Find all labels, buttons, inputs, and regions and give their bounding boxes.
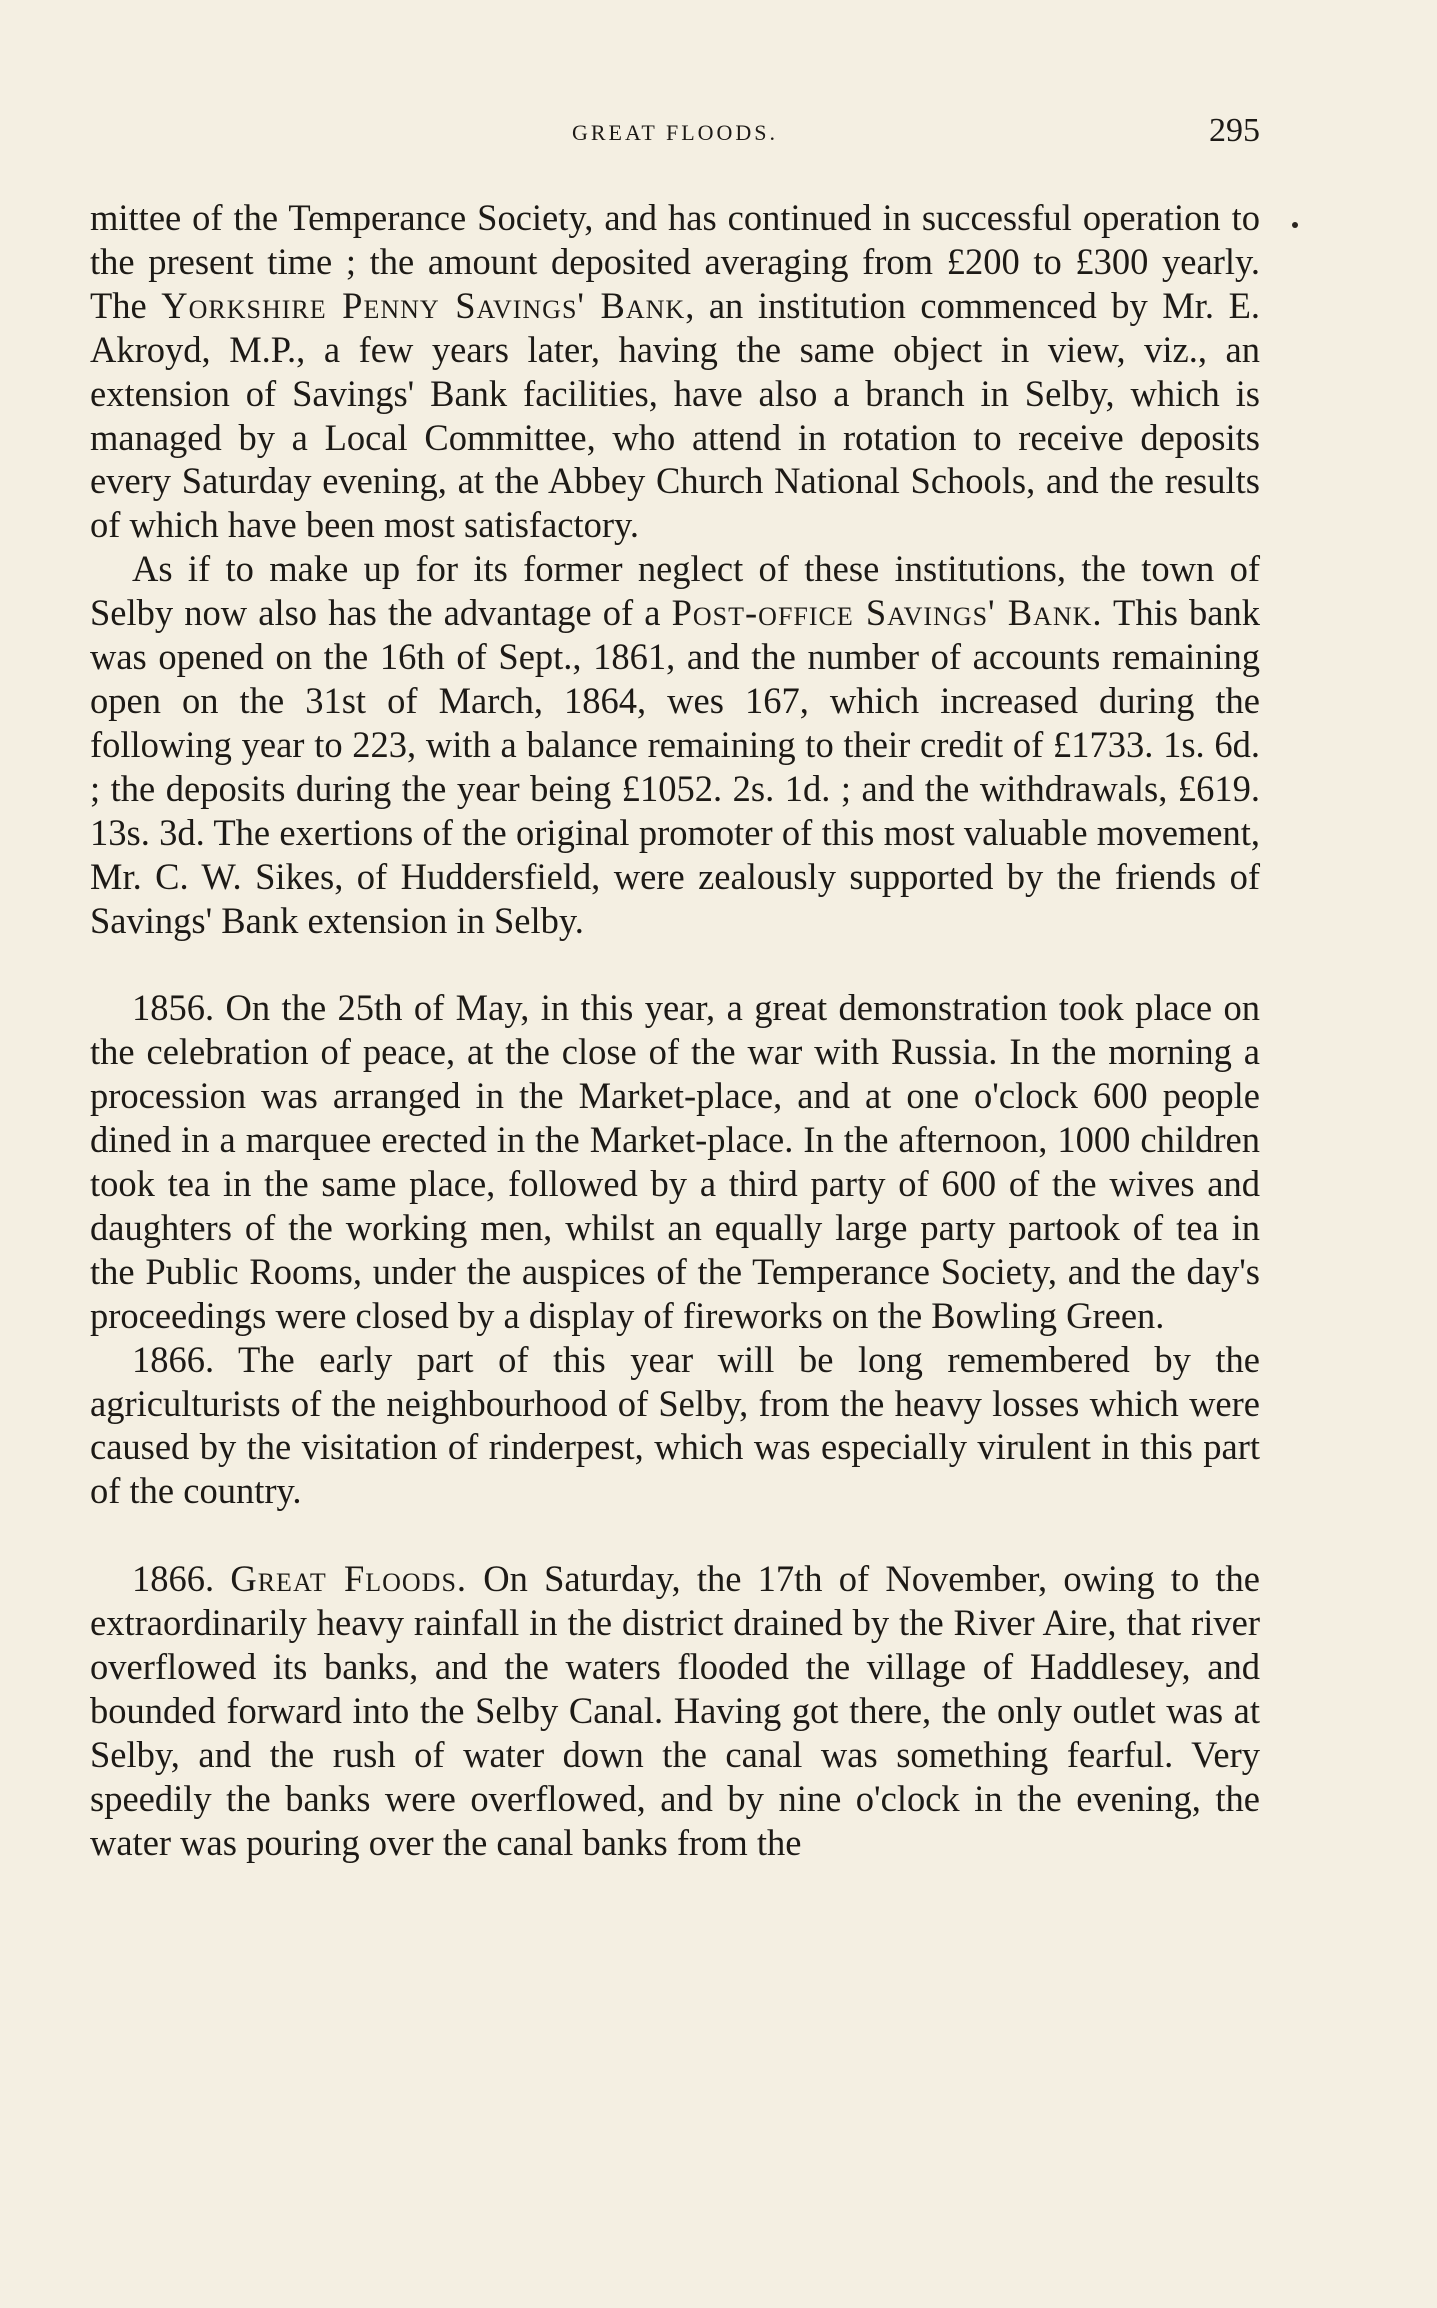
bank-name: Yorkshire Penny Savings' Bank bbox=[161, 284, 686, 326]
paragraph-1866-rinderpest bbox=[90, 1338, 1260, 1514]
paragraph-text: , an institution commenced by Mr. E. Akroyd, M.P., a few years later, having the same object in view, viz., an extension of Savings' Bank facilities, have also a branch in Selby, which is managed by a Local Committee, who attend in rotation to receive deposits every Saturday evening, at the Abbey Church National Schools, and the results of which have been most satisfactory. bbox=[90, 284, 1260, 546]
paragraph-text: mittee of the Temperance Society, and has continued in successful operation to the present time ; the amount deposited averaging from £200 to £300 yearly. The bbox=[90, 197, 1260, 326]
paragraph-1856-peace bbox=[90, 986, 1260, 1337]
margin-mark bbox=[1292, 222, 1298, 228]
paragraph-text: This bank was opened on the 16th of Sept., 1861, and the number of accounts remaining open on the 31st of March, 1864, wes 167, which increased during the following year to 223, with a balance remaining to their credit of £1733. 1s. 6d. ; the deposits during the year being £1052. 2s. 1d. ; and the withdrawals, £619. 13s. 3d. The exertions of the original promoter of this most valuable movement, Mr. C. W. Sikes, of Huddersfield, were zealously supported by the friends of Savings' Bank extension in Selby. bbox=[90, 592, 1260, 941]
paragraph-text: 1866. The early part of this year will be long remembered by the agriculturists of the neighbourhood of Selby, from the heavy losses which were caused by the visitation of rinderpest, which was especially virulent in this part of the country. bbox=[90, 1338, 1260, 1512]
page-number: 295 bbox=[1209, 112, 1260, 149]
bank-name: Post-office Savings' Bank. bbox=[671, 592, 1103, 634]
running-head bbox=[90, 112, 1260, 152]
running-title: GREAT FLOODS. bbox=[571, 120, 779, 145]
paragraph-text: As if to make up for its former neglect of these institutions, the town of Selby now also has the advantage of a bbox=[90, 548, 1260, 634]
body-text bbox=[90, 196, 1260, 1865]
paragraph-text: 1866. bbox=[132, 1558, 231, 1600]
paragraph-1866-floods bbox=[90, 1557, 1260, 1864]
paragraph-post-office-bank bbox=[90, 547, 1260, 942]
paragraph-text: On Saturday, the 17th of November, owing to the extraordinarily heavy rainfall in the district drained by the River Aire, that river overflowed its banks, and the waters flooded the village of Haddlesey, and bounded forward into the Selby Canal. Having got there, the only outlet was at Selby, and the rush of water down the canal was something fearful. Very speedily the banks were overflowed, and by nine o'clock in the evening, the water was pouring over the canal banks from the bbox=[90, 1558, 1261, 1863]
paragraph-text: 1856. On the 25th of May, in this year, a great demonstration took place on the celebration of peace, at the close of the war with Russia. In the morning a procession was arranged in the Market-place, and at one o'clock 600 people dined in a marquee erected in the Market-place. In the afternoon, 1000 children took tea in the same place, followed by a third party of 600 of the wives and daughters of the working men, whilst an equally large party partook of tea in the Public Rooms, under the auspices of the Temperance Society, and the day's proceedings were closed by a display of fireworks on the Bowling Green. bbox=[90, 987, 1260, 1336]
section-heading: Great Floods. bbox=[230, 1558, 468, 1600]
paragraph-savings-banks bbox=[90, 196, 1260, 547]
